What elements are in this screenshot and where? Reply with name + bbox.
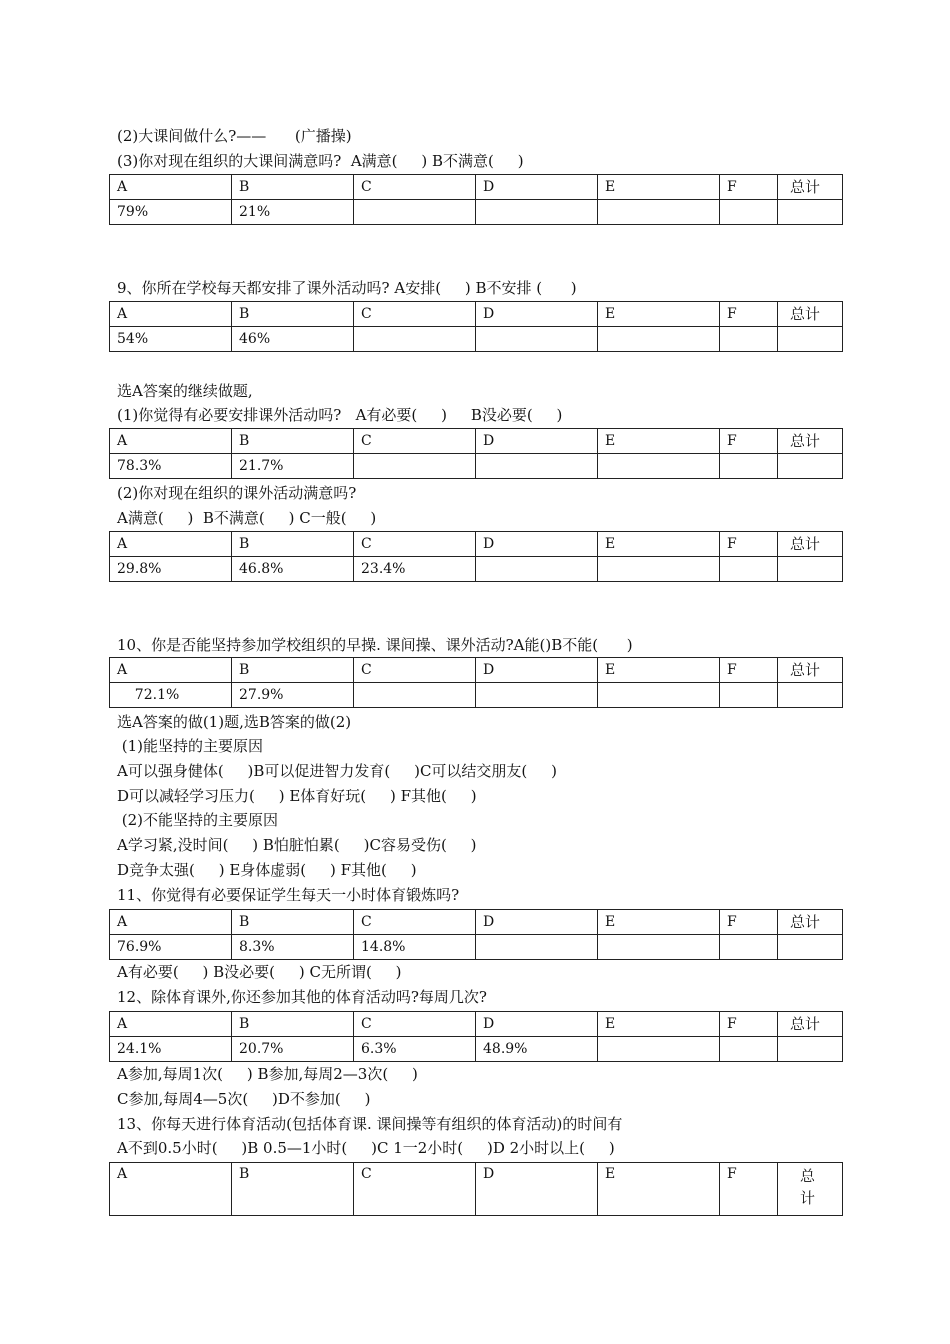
question-10-1-options-a: A可以强身健体( )B可以促进智力发育( )C可以结交朋友( ) [117,762,557,780]
header-cell-total: 总计 [778,658,843,683]
value-cell [720,200,778,225]
value-cell: 46.8% [232,557,354,582]
value-cell [778,1037,843,1062]
header-cell: C [354,1012,476,1037]
header-cell-total: 总计 [778,175,843,200]
question-11-options: A有必要( ) B没必要( ) C无所谓( ) [117,963,402,981]
header-cell: C [354,175,476,200]
header-cell: C [354,658,476,683]
question-10-2: (2)不能坚持的主要原因 [117,811,279,829]
value-cell [720,454,778,479]
header-cell: B [232,658,354,683]
value-cell: 23.4% [354,557,476,582]
value-cell [720,327,778,352]
header-cell: F [720,658,778,683]
value-cell: 6.3% [354,1037,476,1062]
table-header-row [110,429,843,454]
value-cell [354,327,476,352]
header-cell: C [354,302,476,327]
value-cell: 29.8% [110,557,232,582]
header-cell-total: 总计 [778,532,843,557]
header-cell: F [720,532,778,557]
value-cell [598,454,720,479]
header-cell-total: 总计 [778,1163,843,1216]
table-q9-1 [109,428,843,479]
value-cell [476,454,598,479]
table-q11 [109,909,843,960]
value-cell [778,327,843,352]
table-header-row [110,1163,843,1216]
table-q10 [109,657,843,708]
value-cell: 21.7% [232,454,354,479]
value-cell: 24.1% [110,1037,232,1062]
value-cell: 14.8% [354,935,476,960]
table-q9-2 [109,531,843,582]
header-cell: D [476,1163,598,1216]
header-cell-total: 总计 [778,302,843,327]
question-13: 13、你每天进行体育活动(包括体育课. 课间操等有组织的体育活动)的时间有 [117,1115,623,1133]
value-cell: 21% [232,200,354,225]
question-11: 11、你觉得有必要保证学生每天一小时体育锻炼吗? [117,886,460,904]
table-q9 [109,301,843,352]
table-header-row [110,302,843,327]
table-row [110,935,843,960]
question-8-3: (3)你对现在组织的大课间满意吗? A满意( ) B不满意( ) [117,152,524,170]
question-10-2-options-a: A学习紧,没时间( ) B怕脏怕累( )C容易受伤( ) [117,836,477,854]
question-10: 10、你是否能坚持参加学校组织的早操. 课间操、课外活动?A能()B不能( ) [117,636,633,654]
question-8-2: (2)大课间做什么?—— (广播操) [117,127,352,145]
header-cell: B [232,910,354,935]
value-cell [720,1037,778,1062]
header-cell: D [476,1012,598,1037]
header-cell: A [110,1163,232,1216]
header-cell: F [720,1163,778,1216]
value-cell: 20.7% [232,1037,354,1062]
instruction-10: 选A答案的做(1)题,选B答案的做(2) [117,713,352,731]
question-10-1: (1)能坚持的主要原因 [117,737,264,755]
header-cell: A [110,429,232,454]
header-cell: A [110,302,232,327]
value-cell [720,935,778,960]
value-cell [598,683,720,708]
header-cell: B [232,175,354,200]
question-13-options: A不到0.5小时( )B 0.5—1小时( )C 1一2小时( )D 2小时以上( ) [117,1139,615,1157]
value-cell [476,327,598,352]
value-cell: 27.9% [232,683,354,708]
header-cell: F [720,910,778,935]
question-9-1: (1)你觉得有必要安排课外活动吗? A有必要( ) B没必要( ) [117,406,563,424]
value-cell: 46% [232,327,354,352]
header-cell: E [598,1012,720,1037]
header-cell: C [354,910,476,935]
question-9-2-options: A满意( ) B不满意( ) C一般( ) [117,509,377,527]
value-cell: 48.9% [476,1037,598,1062]
value-cell: 8.3% [232,935,354,960]
table-header-row [110,175,843,200]
header-cell: D [476,429,598,454]
value-cell: 79% [110,200,232,225]
header-cell: E [598,658,720,683]
header-cell-total: 总计 [778,910,843,935]
table-row [110,683,843,708]
header-cell: A [110,1012,232,1037]
header-cell: C [354,1163,476,1216]
header-cell: B [232,1163,354,1216]
header-cell: E [598,302,720,327]
value-cell [778,557,843,582]
header-cell: E [598,532,720,557]
header-cell: E [598,175,720,200]
header-cell: A [110,658,232,683]
value-cell [598,557,720,582]
question-10-2-options-d: D竞争太强( ) E身体虚弱( ) F其他( ) [117,861,417,879]
value-cell [354,454,476,479]
table-header-row [110,910,843,935]
header-cell: F [720,175,778,200]
header-cell: B [232,1012,354,1037]
header-cell: E [598,1163,720,1216]
header-cell: D [476,658,598,683]
header-cell: A [110,532,232,557]
table-header-row [110,658,843,683]
table-row [110,454,843,479]
value-cell [778,200,843,225]
value-cell [354,683,476,708]
value-cell [476,557,598,582]
header-cell: C [354,429,476,454]
question-9-2: (2)你对现在组织的课外活动满意吗? [117,484,357,502]
header-cell: E [598,429,720,454]
question-12-options-a: A参加,每周1次( ) B参加,每周2—3次( ) [117,1065,418,1083]
value-cell [720,683,778,708]
value-cell: 54% [110,327,232,352]
value-cell [598,200,720,225]
header-cell: A [110,175,232,200]
table-row [110,200,843,225]
header-cell: B [232,429,354,454]
table-row [110,327,843,352]
table-header-row [110,1012,843,1037]
value-cell [354,200,476,225]
question-12: 12、除体育课外,你还参加其他的体育活动吗?每周几次? [117,988,487,1006]
value-cell [720,557,778,582]
value-cell [476,935,598,960]
header-cell: D [476,175,598,200]
value-cell [598,1037,720,1062]
table-q12 [109,1011,843,1062]
instruction-select-a: 选A答案的继续做题, [117,382,253,400]
header-cell: C [354,532,476,557]
value-cell [476,200,598,225]
header-cell: F [720,302,778,327]
header-cell-total: 总计 [778,429,843,454]
header-cell: F [720,429,778,454]
header-cell: D [476,910,598,935]
value-cell [778,683,843,708]
question-10-1-options-d: D可以减轻学习压力( ) E体育好玩( ) F其他( ) [117,787,477,805]
header-cell: B [232,302,354,327]
value-cell: 72.1% [110,683,232,708]
header-cell: F [720,1012,778,1037]
question-9: 9、你所在学校每天都安排了课外活动吗? A安排( ) B不安排 ( ) [117,279,577,297]
table-q8-3 [109,174,843,225]
header-cell-total: 总计 [778,1012,843,1037]
table-q13 [109,1162,843,1216]
header-cell: A [110,910,232,935]
header-cell: E [598,910,720,935]
value-cell: 78.3% [110,454,232,479]
header-cell: D [476,532,598,557]
question-12-options-c: C参加,每周4—5次( )D不参加( ) [117,1090,371,1108]
value-cell [778,935,843,960]
header-cell: B [232,532,354,557]
value-cell [598,327,720,352]
header-cell: D [476,302,598,327]
table-header-row [110,532,843,557]
value-cell [598,935,720,960]
value-cell [476,683,598,708]
table-row [110,557,843,582]
value-cell [778,454,843,479]
value-cell: 76.9% [110,935,232,960]
table-row [110,1037,843,1062]
